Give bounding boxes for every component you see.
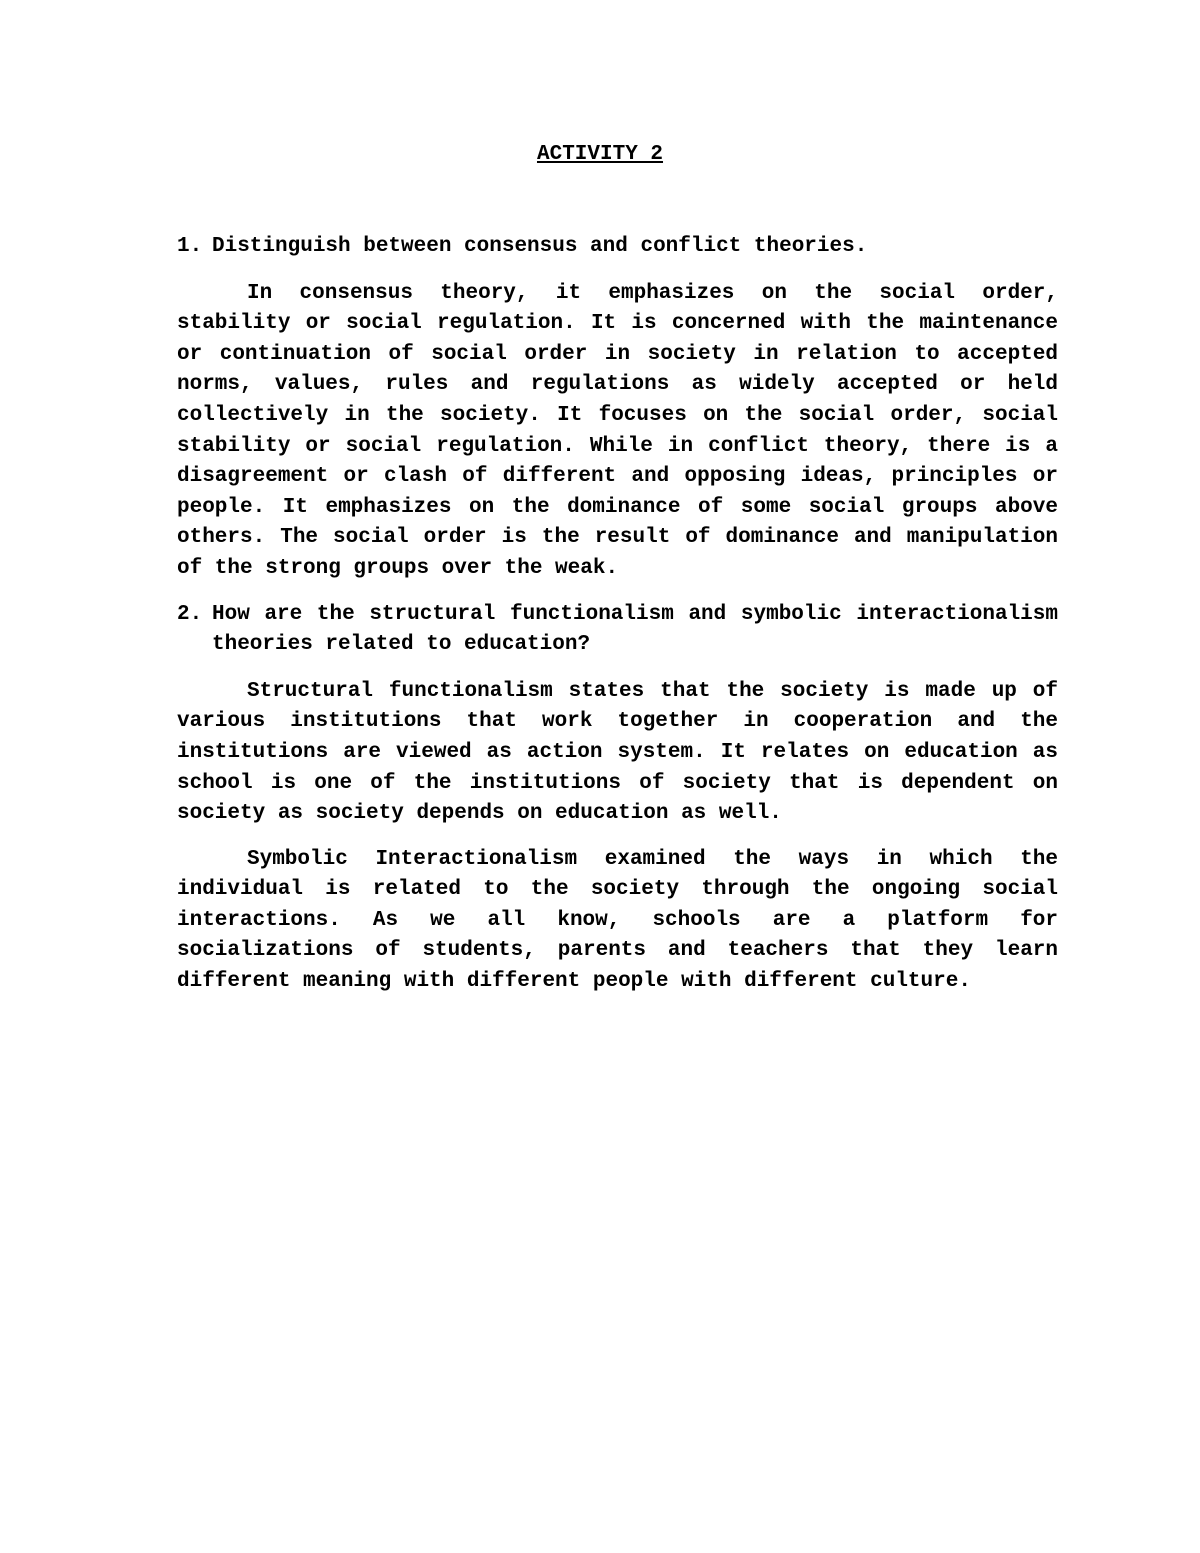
answer-2-paragraph-2: Symbolic Interactionalism examined the ways in which the individual is related to the society through the ongoing social interactions. As we all know, schools are a platform for socializations of students, parents and teachers that they learn different meaning with different people with different culture. bbox=[177, 847, 1058, 994]
answer-2-paragraph-1: Structural functionalism states that the society is made up of various institutions that work together in cooperation and the institutions are viewed as action system. It relates on education as school is one of the institutions of society that is dependent on society as society depends on education as well. bbox=[177, 679, 1058, 826]
question-1 bbox=[177, 232, 1058, 263]
question-2-number: 2. bbox=[177, 602, 203, 626]
question-2 bbox=[177, 600, 1058, 661]
answer-1-paragraph-1: In consensus theory, it emphasizes on the social order, stability or social regulation. It is concerned with the maintenance or continuation of social order in society in relation to accepted norms, values, rules and regulations as widely accepted or held collectively in the society. It focuses on the social order, social stability or social regulation. While in conflict theory, there is a disagreement or clash of different and opposing ideas, principles or people. It emphasizes on the dominance of some social groups above others. The social order is the result of dominance and manipulation of the strong groups over the weak. bbox=[177, 281, 1058, 580]
question-1-text: Distinguish between consensus and conflict theories. bbox=[212, 235, 868, 258]
document-title: ACTIVITY 2 bbox=[536, 143, 664, 166]
question-1-number: 1. bbox=[177, 235, 203, 258]
document-body bbox=[177, 232, 1058, 998]
question-2-text: How are the structural functionalism and symbolic interactionalism theories related to education? bbox=[212, 602, 1058, 657]
